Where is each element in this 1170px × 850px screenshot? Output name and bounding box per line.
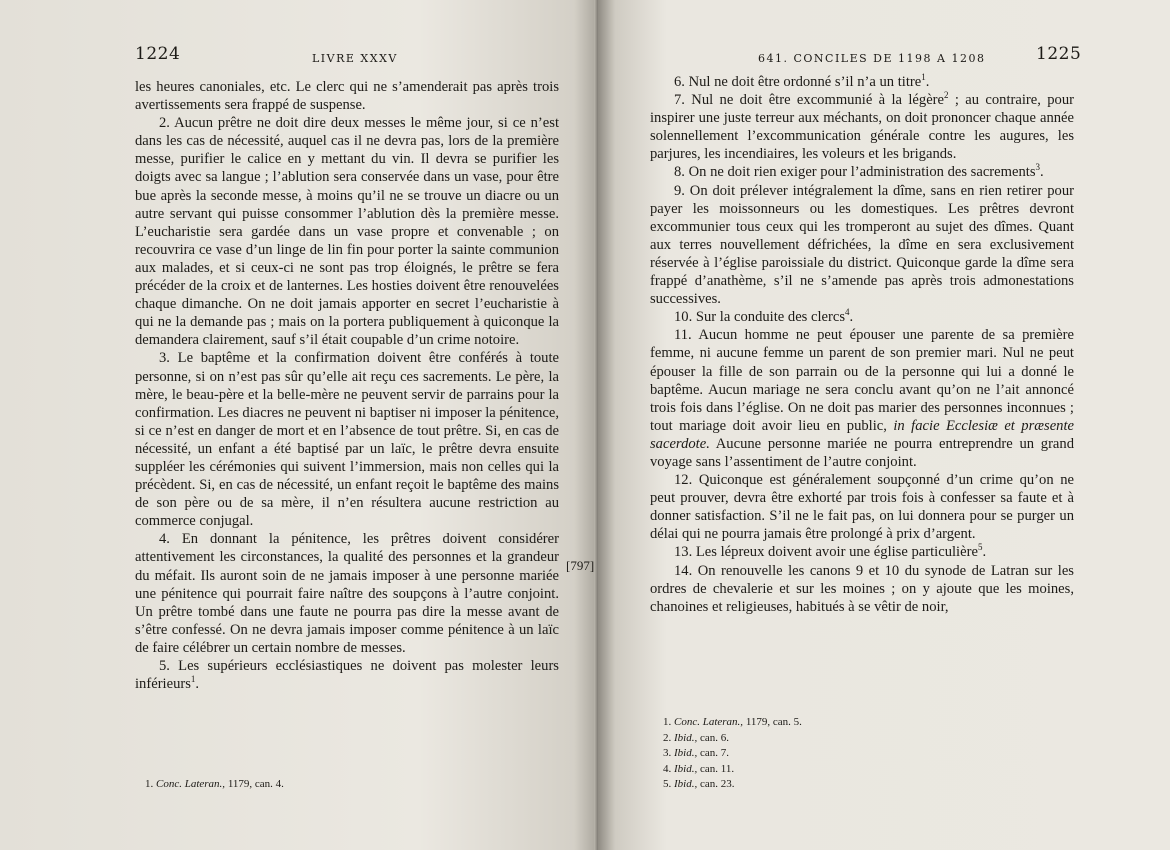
footnote-ref: 3 (1035, 162, 1041, 173)
paragraph: 11. Aucun homme ne peut épouser une parente de sa première femme, ni aucune femme un parent de son premier mari. Nul ne peut épouser la fille de son parrain ou de la personne qui lui a donné le baptême. Aucun mariage ne sera conclu avant qu’on ne l’ait annoncé trois fois dans l’église. On ne doit pas marier des personnes inconnues ; tout mariage doit avoir lieu en public, in facie Ecclesiæ et præsente sacerdote. Aucune personne mariée ne pourra entreprendre un grand voyage sans l’assentiment de l’autre conjoint. (650, 327, 1075, 470)
right-page (598, 0, 1170, 850)
left-body-text (135, 78, 559, 693)
left-page-number: 1224 (135, 44, 181, 64)
paragraph: 2. Aucun prêtre ne doit dire deux messes le même jour, si ce n’est dans les cas de nécessité, auquel cas il ne devra pas, lors de la première messe, purifier le calice en y mettant du vin. Il devra se purifier les doigts avec sa langue ; l’ablution sera conservée dans un vase, pour être bue après la seconde messe, à moins qu’il ne se trouve un diacre ou un autre servant qui puisse consommer l’ablution dès la première messe. L’eucharistie sera gardée dans un vase propre et convenable ; on recouvrira ce vase d’un linge de lin fin pour porter la sainte communion aux malades, et si ceux-ci ne sont pas trop éloignés, le prêtre se fera précéder de la croix et de lanternes. Les hosties doivent être renouvelées chaque dimanche. On ne doit jamais apporter en secret l’eucharistie à qui ne la demande pas ; mais on la portera publiquement à quiconque la demandera clairement, sauf s’il était coupable d’un crime notoire. (135, 115, 559, 349)
footnote-ref: 1 (190, 674, 196, 685)
paragraph: 8. On ne doit rien exiger pour l’administration des sacrements$^3$. (674, 162, 1044, 181)
paragraph: 7. Nul ne doit être excommunié à la légère$^2$ ; au contraire, pour inspirer une juste terreur aux méchants, on doit prononcer chaque année solennellement l’excommunication générale contre les augures, les parjures, les incendiaires, les voleurs et les brigands. (650, 90, 1074, 163)
footnote: 4. Ibid., can. 11. (663, 762, 735, 775)
paragraph: 3. Le baptême et la confirmation doivent être conférés à toute personne, si on n’est pas sûr qu’elle ait reçu ces sacrements. Le père, la mère, le beau-père et la belle-mère ne peuvent servir de parrains pour la confirmation. Les diacres ne peuvent ni baptiser ni imposer la pénitence, si ce n’est en danger de mort et en l’absence de tout prêtre. Si, en cas de nécessité, un enfant a été baptisé par un laïc, le prêtre devra ensuite suppléer les cérémonies qui suivent l’immersion, mais non celles qui la précèdent. Si, en cas de nécessité, un enfant reçoit le baptême des mains de son père ou de sa mère, il n’en résultera aucune restriction au commerce conjugal. (135, 350, 559, 530)
paragraph: 12. Quiconque est généralement soupçonné d’un crime qu’on ne peut prouver, devra être exhorté par trois fois à confesser sa faute et à donner satisfaction. S’il ne le fait pas, on lui donnera pour se purger un délai qui ne pourra jamais être prolongé à prix d’argent. (650, 472, 1074, 543)
footnote-ref: 4 (845, 307, 850, 318)
paragraph: 13. Les lépreux doivent avoir une église particulière$^5$. (674, 542, 987, 561)
paragraph: 9. On doit prélever intégralement la dîme, sans en rien retirer pour payer les moissonneurs ou les domestiques. Les prêtres devront excommunier tous ceux qui les tromperont au sujet des dîmes. Quant aux terres nouvellement défrichées, la dîme en sera exclusivement réservée à l’église paroissiale du district. Quiconque garde la dîme sera frappé d’anathème, s’il ne s’amende pas après trois admonestations successives. (650, 182, 1074, 308)
footnote: 3. Ibid., can. 7. (663, 747, 729, 759)
paragraph: 4. En donnant la pénitence, les prêtres doivent considérer attentivement les circonstances, la qualité des personnes et la grandeur du méfait. Ils auront soin de ne jamais imposer à une personne mariée une pénitence qui pourrait faire naître des soupçons à l’autre conjoint. Un prêtre tombé dans une faute ne pourra pas dire la messe avant de s’être confessé. On ne devra jamais imposer comme pénitence à un laïc de faire célébrer un certain nombre de messes. (135, 531, 559, 656)
page-marker: [797] (566, 558, 595, 573)
right-body-text (650, 73, 1074, 616)
paragraph: 6. Nul ne doit être ordonné s’il n’a un titre$^1$. (674, 72, 930, 90)
footnote: 1. Conc. Lateran., 1179, can. 4. (145, 778, 284, 790)
footnote: 1. Conc. Lateran., 1179, can. 5. (663, 716, 802, 728)
left-footnotes (145, 777, 545, 793)
footnote-ref: 5 (977, 542, 983, 553)
footnote: 2. Ibid., can. 6. (663, 731, 729, 744)
footnote: 5. Ibid., can. 23. (663, 778, 735, 790)
footnote-ref: 2 (944, 90, 949, 101)
paragraph: 14. On renouvelle les canons 9 et 10 du synode de Latran sur les ordres de chevalerie et sur les moines ; on y ajoute que les moines, chanoines et religieuses, habitués à se vêtir de noir, (650, 562, 1074, 615)
paragraph: 5. Les supérieurs ecclésiastiques ne doivent pas molester leurs inférieurs$^1$. (135, 658, 559, 693)
right-running-head: 641. CONCILES DE 1198 A 1208 (758, 52, 986, 65)
right-footnotes (663, 715, 963, 793)
left-running-head: LIVRE XXXV (312, 52, 398, 65)
right-page-number: 1225 (1036, 44, 1082, 64)
paragraph: 10. Sur la conduite des clercs$^4$. (674, 307, 854, 326)
paragraph: les heures canoniales, etc. Le clerc qui ne s’amenderait pas après trois avertissements sera frappé de suspense. (135, 79, 559, 114)
footnote-ref: 1 (921, 72, 926, 83)
